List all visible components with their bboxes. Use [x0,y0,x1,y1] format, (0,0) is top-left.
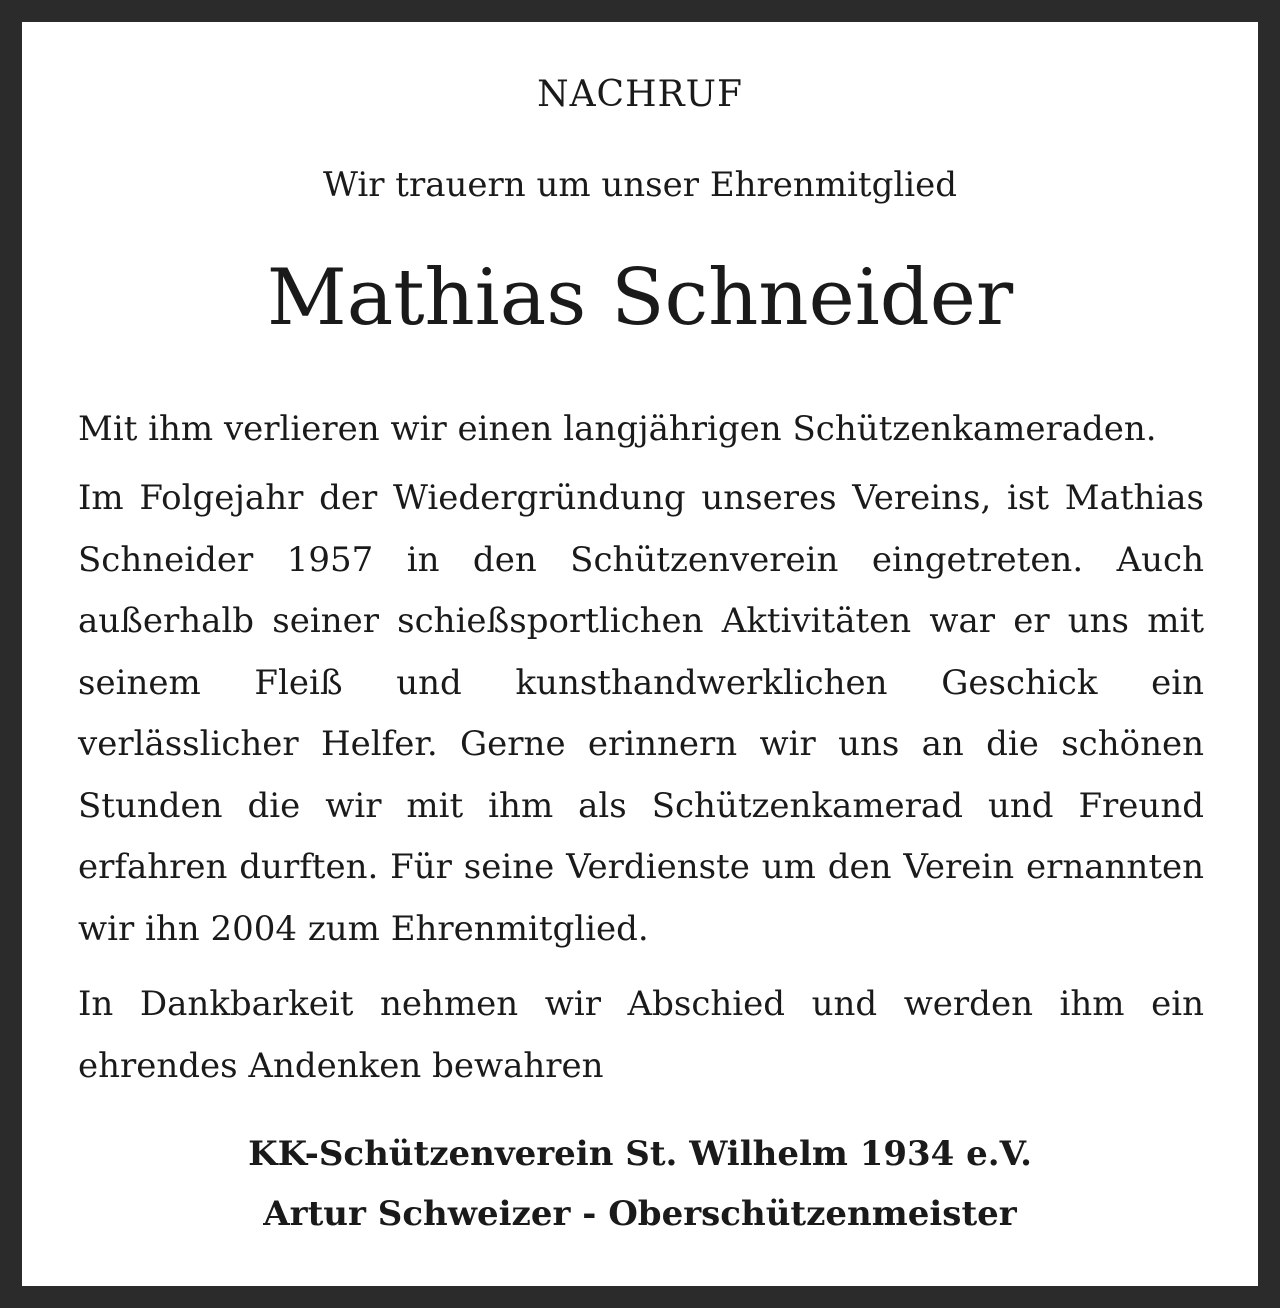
paragraph-loss: Mit ihm verlieren wir einen langjährigen Schützenkameraden. [78,409,1157,449]
obituary-notice [22,22,1258,1286]
notice-intro: Wir trauern um unser Ehrenmitglied [323,165,957,205]
signature-organization: KK-Schützenverein St. Wilhelm 1934 e.V. [248,1134,1032,1174]
notice-heading: NACHRUF [537,74,743,115]
paragraph-biography: Im Folgejahr der Wiedergründung unseres Vereins, ist Mathias Schneider 1957 in den Schützenverein eingetreten. Auch außerhalb seiner schießsportlichen Aktivitäten war er uns mit seinem Fleiß und kunsthandwerklichen Geschick ein verlässlicher Helfer. Gerne erinnern wir uns an die schönen Stunden die wir mit ihm als Schützenkamerad und Freund erfahren durften. Für seine Verdienste um den Verein ernannten wir ihn 2004 zum Ehrenmitglied. [78,478,1204,949]
signature-signatory: Artur Schweizer - Oberschützenmeister [263,1194,1017,1234]
paragraph-farewell: In Dankbarkeit nehmen wir Abschied und werden ihm ein ehrendes Andenken bewahren [78,984,1204,1086]
deceased-name: Mathias Schneider [266,253,1014,343]
